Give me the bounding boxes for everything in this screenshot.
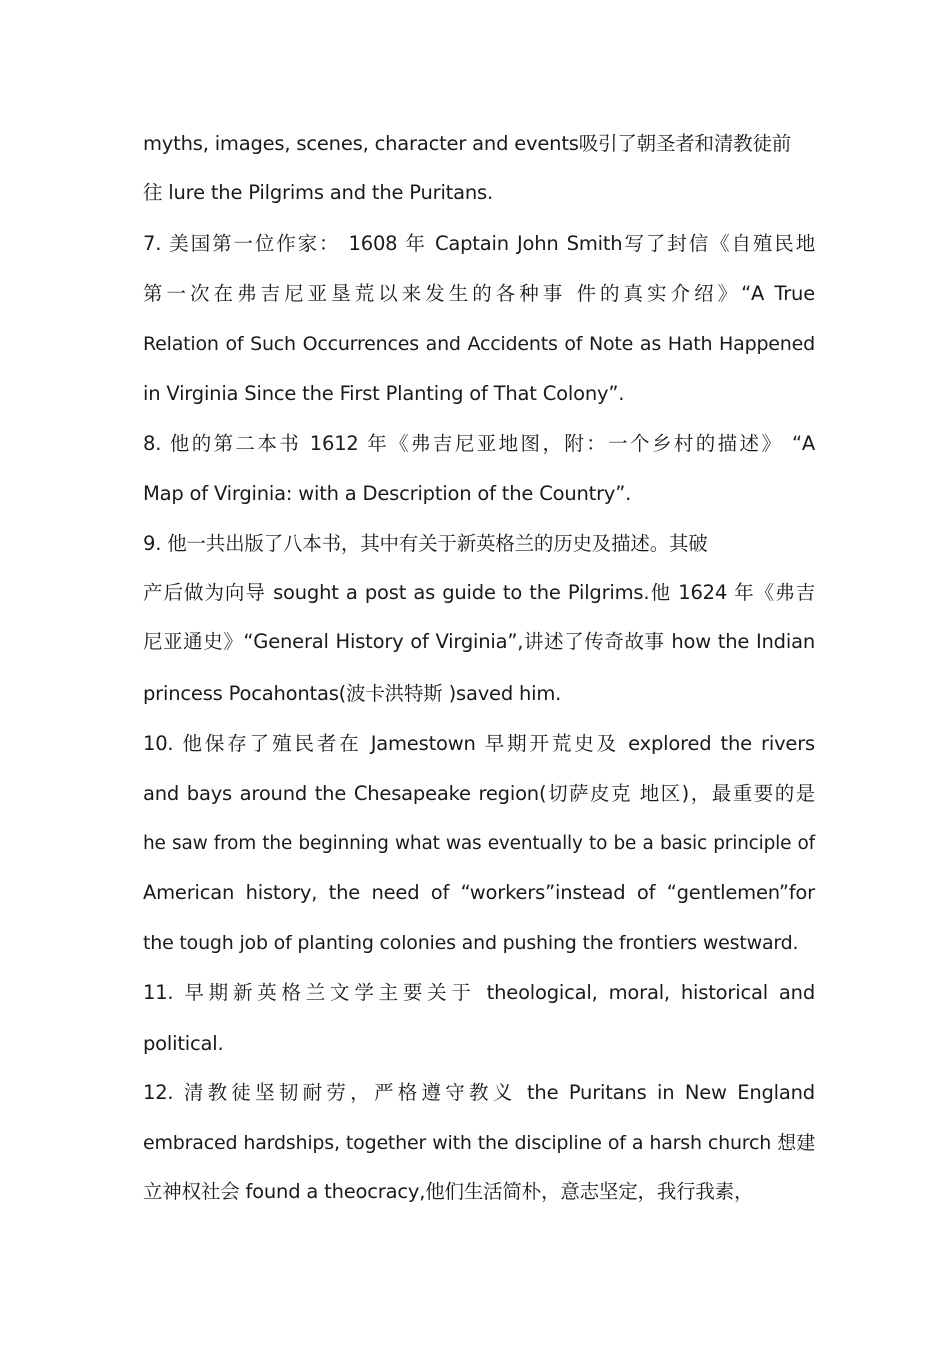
text-line-6: in Virginia Since the First Planting of That Colony”. <box>143 382 625 405</box>
text-line-8: Map of Virginia: with a Description of the Country”. <box>143 482 632 505</box>
text-line-7: 8. 他的第二本书 1612 年《弗吉尼亚地图，附：一个乡村的描述》 “A <box>143 432 815 455</box>
text-line-21: embraced hardships, together with the discipline of a harsh church 想建 <box>143 1132 815 1154</box>
text-line-18: 11. 早期新英格兰文学主要关于 theological, moral, historical and <box>143 981 815 1004</box>
text-line-3: 7. 美国第一位作家： 1608 年 Captain John Smith写了封信《自殖民地 <box>143 232 815 255</box>
text-line-5: Relation of Such Occurrences and Accidents of Note as Hath Happened <box>143 333 815 355</box>
text-line-10: 产后做为向导 sought a post as guide to the Pilgrims.他 1624 年《弗吉 <box>143 581 815 604</box>
text-line-16: American history, the need of “workers”instead of “gentlemen”for <box>143 881 815 904</box>
text-line-22: 立神权社会 found a theocracy,他们生活简朴，意志坚定，我行我素， <box>143 1180 754 1203</box>
text-line-14: and bays around the Chesapeake region(切萨皮克 地区)，最重要的是 <box>143 782 815 805</box>
text-line-4: 第一次在弗吉尼亚垦荒以来发生的各种事 件的真实介绍》“A True <box>143 282 815 305</box>
text-line-9: 9. 他一共出版了八本书，其中有关于新英格兰的历史及描述。其破 <box>143 532 708 555</box>
text-line-13: 10. 他保存了殖民者在 Jamestown 早期开荒史及 explored the rivers <box>143 732 815 755</box>
text-line-17: the tough job of planting colonies and pushing the frontiers westward. <box>143 932 799 954</box>
text-line-11: 尼亚通史》“General History of Virginia”,讲述了传奇故事 how the Indian <box>143 630 815 653</box>
text-line-15: he saw from the beginning what was eventually to be a basic principle of <box>143 833 815 854</box>
text-line-1: myths, images, scenes, character and events吸引了朝圣者和清教徒前 <box>143 132 792 155</box>
text-line-19: political. <box>143 1032 224 1055</box>
text-line-20: 12. 清教徒坚韧耐劳，严格遵守教义 the Puritans in New England <box>143 1081 815 1104</box>
text-line-2: 往 lure the Pilgrims and the Puritans. <box>143 181 493 204</box>
text-line-12: princess Pocahontas(波卡洪特斯 )saved him. <box>143 682 562 705</box>
